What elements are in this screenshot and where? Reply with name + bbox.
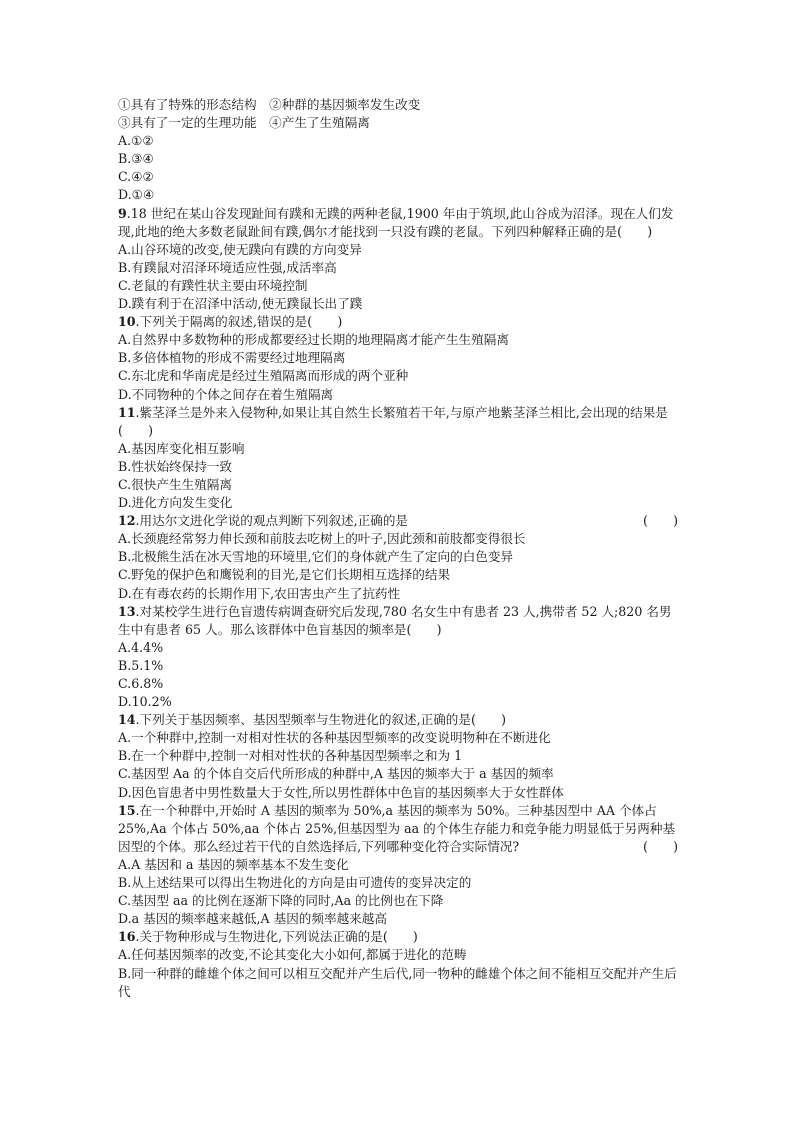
answer-blank: ( )	[642, 838, 678, 854]
answer-choice: C.老鼠的有蹼性状主要由环境控制	[118, 277, 308, 293]
answer-choice: A.长颈鹿经常努力伸长颈和前肢去吃树上的叶子,因此颈和前肢都变得很长	[118, 531, 526, 547]
question-16	[118, 928, 678, 1000]
answer-choice: A.基因库变化相互影响	[118, 440, 245, 456]
question-stem	[118, 404, 678, 440]
answer-choice: B.性状始终保持一致	[118, 458, 233, 474]
question-stem	[118, 711, 678, 729]
answer-choice: C.6.8%	[118, 676, 164, 691]
question-stem	[118, 603, 678, 639]
answer-choice: A.山谷环境的改变,使无蹼向有蹼的方向变异	[118, 241, 362, 257]
answer-choice: C.④②	[118, 169, 154, 185]
question-text: .用达尔文进化学说的观点判断下列叙述,正确的是	[135, 513, 409, 529]
statement-line: ③具有了一定的生理功能 ④产生了生殖隔离	[118, 115, 370, 131]
statement-line: ①具有了特殊的形态结构 ②种群的基因频率发生改变	[118, 97, 421, 112]
question-9	[118, 205, 678, 314]
answer-choice: A.①②	[118, 133, 154, 149]
answer-choice: D.①④	[118, 187, 155, 203]
question-13	[118, 603, 678, 712]
answer-choice: A.一个种群中,控制一对相对性状的各种基因型频率的改变说明物种在不断进化	[118, 730, 551, 746]
answer-choice: B.在一个种群中,控制一对相对性状的各种基因型频率之和为 1	[118, 748, 463, 764]
question-text: .18 世纪在某山谷发现趾间有蹼和无蹼的两种老鼠,1900 年由于筑坝,此山谷成为沼泽。现在人们发现,此地的绝大多数老鼠趾间有蹼,偶尔才能找到一只没有蹼的老鼠。下列四种解释正确的是( )	[118, 205, 674, 239]
answer-choice: A.4.4%	[118, 639, 164, 655]
question-stem	[118, 512, 678, 530]
question-number: 9	[118, 205, 127, 221]
question-12	[118, 512, 678, 602]
answer-choice: D.a 基因的频率越来越低,A 基因的频率越来越高	[118, 911, 387, 927]
answer-choice: A.任何基因频率的改变,不论其变化大小如何,都属于进化的范畴	[118, 947, 467, 963]
answer-choice: D.在有毒农药的长期作用下,农田害虫产生了抗药性	[118, 585, 401, 601]
question-stem	[118, 928, 678, 946]
question-number: 12	[118, 513, 136, 529]
question-stem	[118, 802, 678, 856]
question-number: 13	[118, 603, 136, 619]
answer-choice: C.基因型 aa 的比例在逐渐下降的同时,Aa 的比例也在下降	[118, 893, 444, 909]
answer-choice: D.因色盲患者中男性数量大于女性,所以男性群体中色盲的基因频率大于女性群体	[118, 784, 564, 800]
question-number: 14	[118, 712, 136, 728]
question-text: .对某校学生进行色盲遗传病调查研究后发现,780 名女生中有患者 23 人,携带者 52 人;820 名男生中有患者 65 人。那么该群体中色盲基因的频率是( )	[118, 603, 672, 637]
question-15	[118, 802, 678, 929]
answer-choice: B.5.1%	[118, 657, 164, 673]
question-stem	[118, 313, 678, 331]
answer-choice: A.A 基因和 a 基因的频率基本不发生变化	[118, 856, 349, 872]
answer-choice: D.进化方向发生变化	[118, 495, 233, 511]
answer-choice: A.自然界中多数物种的形成都要经过长期的地理隔离才能产生生殖隔离	[118, 332, 509, 348]
answer-choice: B.从上述结果可以得出生物进化的方向是由可遗传的变异决定的	[118, 875, 472, 891]
exam-page	[118, 96, 678, 1001]
answer-choice: C.基因型 Aa 的个体自交后代所形成的种群中,A 基因的频率大于 a 基因的频率	[118, 766, 554, 782]
question-8-options	[118, 96, 678, 205]
answer-choice: B.北极熊生活在冰天雪地的环境里,它们的身体就产生了定向的白色变异	[118, 549, 514, 565]
question-number: 11	[118, 404, 136, 420]
question-text: .在一个种群中,开始时 A 基因的频率为 50%,a 基因的频率为 50%。三种基因型中 AA 个体占 25%,Aa 个体占 50%,aa 个体占 25%,但基因型为 aa 的个体生存能力和竞争能力明显低于另两种基因型的个体。那么经过若干代的自然选择后,下列哪种变化符合实际情况?	[118, 802, 676, 854]
answer-choice: B.有蹼鼠对沼泽环境适应性强,成活率高	[118, 259, 337, 275]
question-stem	[118, 205, 678, 241]
answer-choice: B.多倍体植物的形成不需要经过地理隔离	[118, 350, 346, 366]
question-number: 15	[118, 802, 136, 818]
answer-choice: D.不同物种的个体之间存在着生殖隔离	[118, 386, 334, 402]
question-14	[118, 711, 678, 801]
answer-blank: ( )	[642, 513, 678, 529]
question-text: .下列关于基因频率、基因型频率与生物进化的叙述,正确的是( )	[135, 712, 506, 728]
answer-choice: B.同一种群的雌雄个体之间可以相互交配并产生后代,同一物种的雌雄个体之间不能相互交配并产生后代	[118, 965, 677, 999]
question-number: 10	[118, 314, 136, 330]
answer-choice: C.很快产生生殖隔离	[118, 476, 232, 492]
answer-choice: C.野兔的保护色和鹰锐利的目光,是它们长期相互选择的结果	[118, 567, 451, 583]
question-text: .紫茎泽兰是外来入侵物种,如果让其自然生长繁殖若干年,与原产地紫茎泽兰相比,会出现的结果是( )	[118, 404, 668, 438]
question-10	[118, 313, 678, 403]
question-number: 16	[118, 929, 136, 945]
question-text: .下列关于隔离的叙述,错误的是( )	[135, 314, 343, 330]
answer-choice: D.10.2%	[118, 694, 172, 710]
answer-choice: B.③④	[118, 151, 154, 167]
question-11	[118, 404, 678, 513]
question-text: .关于物种形成与生物进化,下列说法正确的是( )	[135, 929, 418, 945]
answer-choice: C.东北虎和华南虎是经过生殖隔离而形成的两个亚种	[118, 368, 409, 384]
answer-choice: D.蹼有利于在沼泽中活动,使无蹼鼠长出了蹼	[118, 296, 363, 312]
